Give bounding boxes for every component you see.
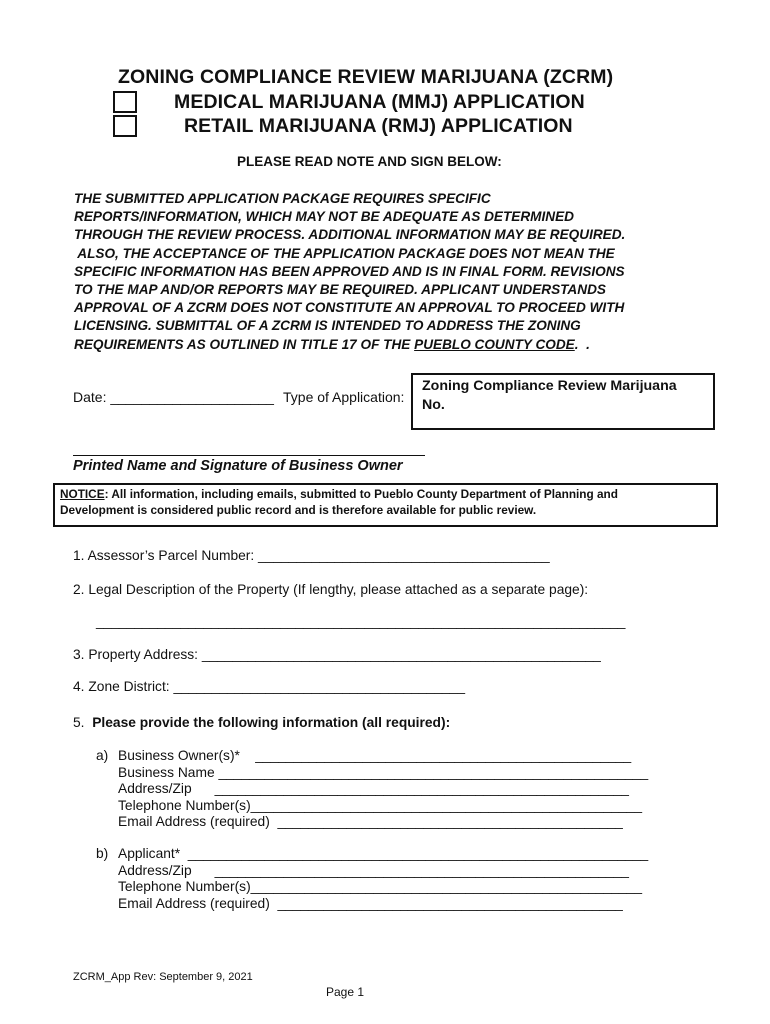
notice-label: NOTICE [60,487,105,501]
type-of-application-label: Type of Application: [283,389,405,405]
item5-number: 5. [73,715,85,730]
warning-line: APPROVAL OF A ZCRM DOES NOT CONSTITUTE AN APPROVAL TO PROCEED WITH [74,300,625,316]
section-b-marker: b) [96,846,109,861]
notice-line2: Development is considered public record and is therefore available for public review. [60,503,537,517]
legal-description-label: 2. Legal Description of the Property (If lengthy, please attached as a separate page): [73,582,589,597]
signature-caption: Printed Name and Signature of Business Owner [73,458,403,474]
item5-heading [73,715,450,730]
revision-footer: ZCRM_App Rev: September 9, 2021 [73,971,253,983]
application-type-box [411,373,715,430]
public-record-notice [53,483,718,527]
mmj-application-checkbox[interactable] [113,91,137,113]
pueblo-county-code-ref: PUEBLO COUNTY CODE [414,336,575,352]
read-note-heading: PLEASE READ NOTE AND SIGN BELOW: [237,154,502,169]
owner-email-field[interactable]: Email Address (required) _____________________________________________ [118,814,623,830]
warning-paragraph [74,190,625,354]
warning-line: LICENSING. SUBMITTAL OF A ZCRM IS INTENDED TO ADDRESS THE ZONING [74,318,581,334]
rmj-application-checkbox[interactable] [113,115,137,137]
owner-telephone-field[interactable]: Telephone Number(s)___________________________________________________ [118,797,642,813]
signature-line[interactable] [73,455,425,456]
legal-description-field[interactable]: _____________________________________________________________________ [96,614,626,629]
warning-last-line [74,336,625,354]
business-owner-field[interactable]: Business Owner(s)* _________________________________________________ [118,748,632,763]
warning-last-suffix: . . [574,336,590,352]
applicant-telephone-field[interactable]: Telephone Number(s)___________________________________________________ [118,879,642,895]
owner-address-zip-field[interactable]: Address/Zip ______________________________________________________ [118,781,629,797]
warning-line: REPORTS/INFORMATION, WHICH MAY NOT BE ADEQUATE AS DETERMINED [74,209,574,225]
applicant-address-zip-field[interactable]: Address/Zip ______________________________________________________ [118,862,629,878]
assessors-parcel-number-field[interactable]: 1. Assessor’s Parcel Number: ______________________________________ [73,548,550,563]
notice-line1 [60,486,716,502]
warning-line: SPECIFIC INFORMATION HAS BEEN APPROVED AND IS IN FINAL FORM. REVISIONS [74,263,625,279]
warning-line: THE SUBMITTED APPLICATION PACKAGE REQUIRES SPECIFIC [74,191,491,206]
warning-last-prefix: REQUIREMENTS AS OUTLINED IN TITLE 17 OF THE [74,336,415,352]
form-title-rmj: RETAIL MARIJUANA (RMJ) APPLICATION [184,115,573,137]
application-type-line2: No. [422,397,445,413]
business-name-field[interactable]: Business Name ________________________________________________________ [118,764,649,780]
item5-text: Please provide the following information (all required): [92,715,451,730]
warning-line: TO THE MAP AND/OR REPORTS MAY BE REQUIRED. APPLICANT UNDERSTANDS [74,282,606,298]
application-type-line1: Zoning Compliance Review Marijuana [422,378,677,394]
notice-line1-text: : All information, including emails, submitted to Pueblo County Department of Planning and [104,487,618,501]
section-b-fields [118,846,648,912]
applicant-field[interactable]: Applicant* ____________________________________________________________ [118,846,649,861]
zone-district-field[interactable]: 4. Zone District: ______________________________________ [73,679,466,694]
page-number: Page 1 [326,985,365,999]
property-address-field[interactable]: 3. Property Address: ____________________________________________________ [73,647,601,662]
warning-line: ALSO, THE ACCEPTANCE OF THE APPLICATION PACKAGE DOES NOT MEAN THE [74,245,615,261]
date-field[interactable]: Date: _____________________ [73,389,274,405]
form-title-mmj: MEDICAL MARIJUANA (MMJ) APPLICATION [174,91,585,113]
warning-line: THROUGH THE REVIEW PROCESS. ADDITIONAL INFORMATION MAY BE REQUIRED. [74,227,626,243]
applicant-email-field[interactable]: Email Address (required) _____________________________________________ [118,895,623,911]
section-a-marker: a) [96,748,109,763]
section-a-fields [118,748,648,831]
form-title-zcrm: ZONING COMPLIANCE REVIEW MARIJUANA (ZCRM) [118,66,614,88]
